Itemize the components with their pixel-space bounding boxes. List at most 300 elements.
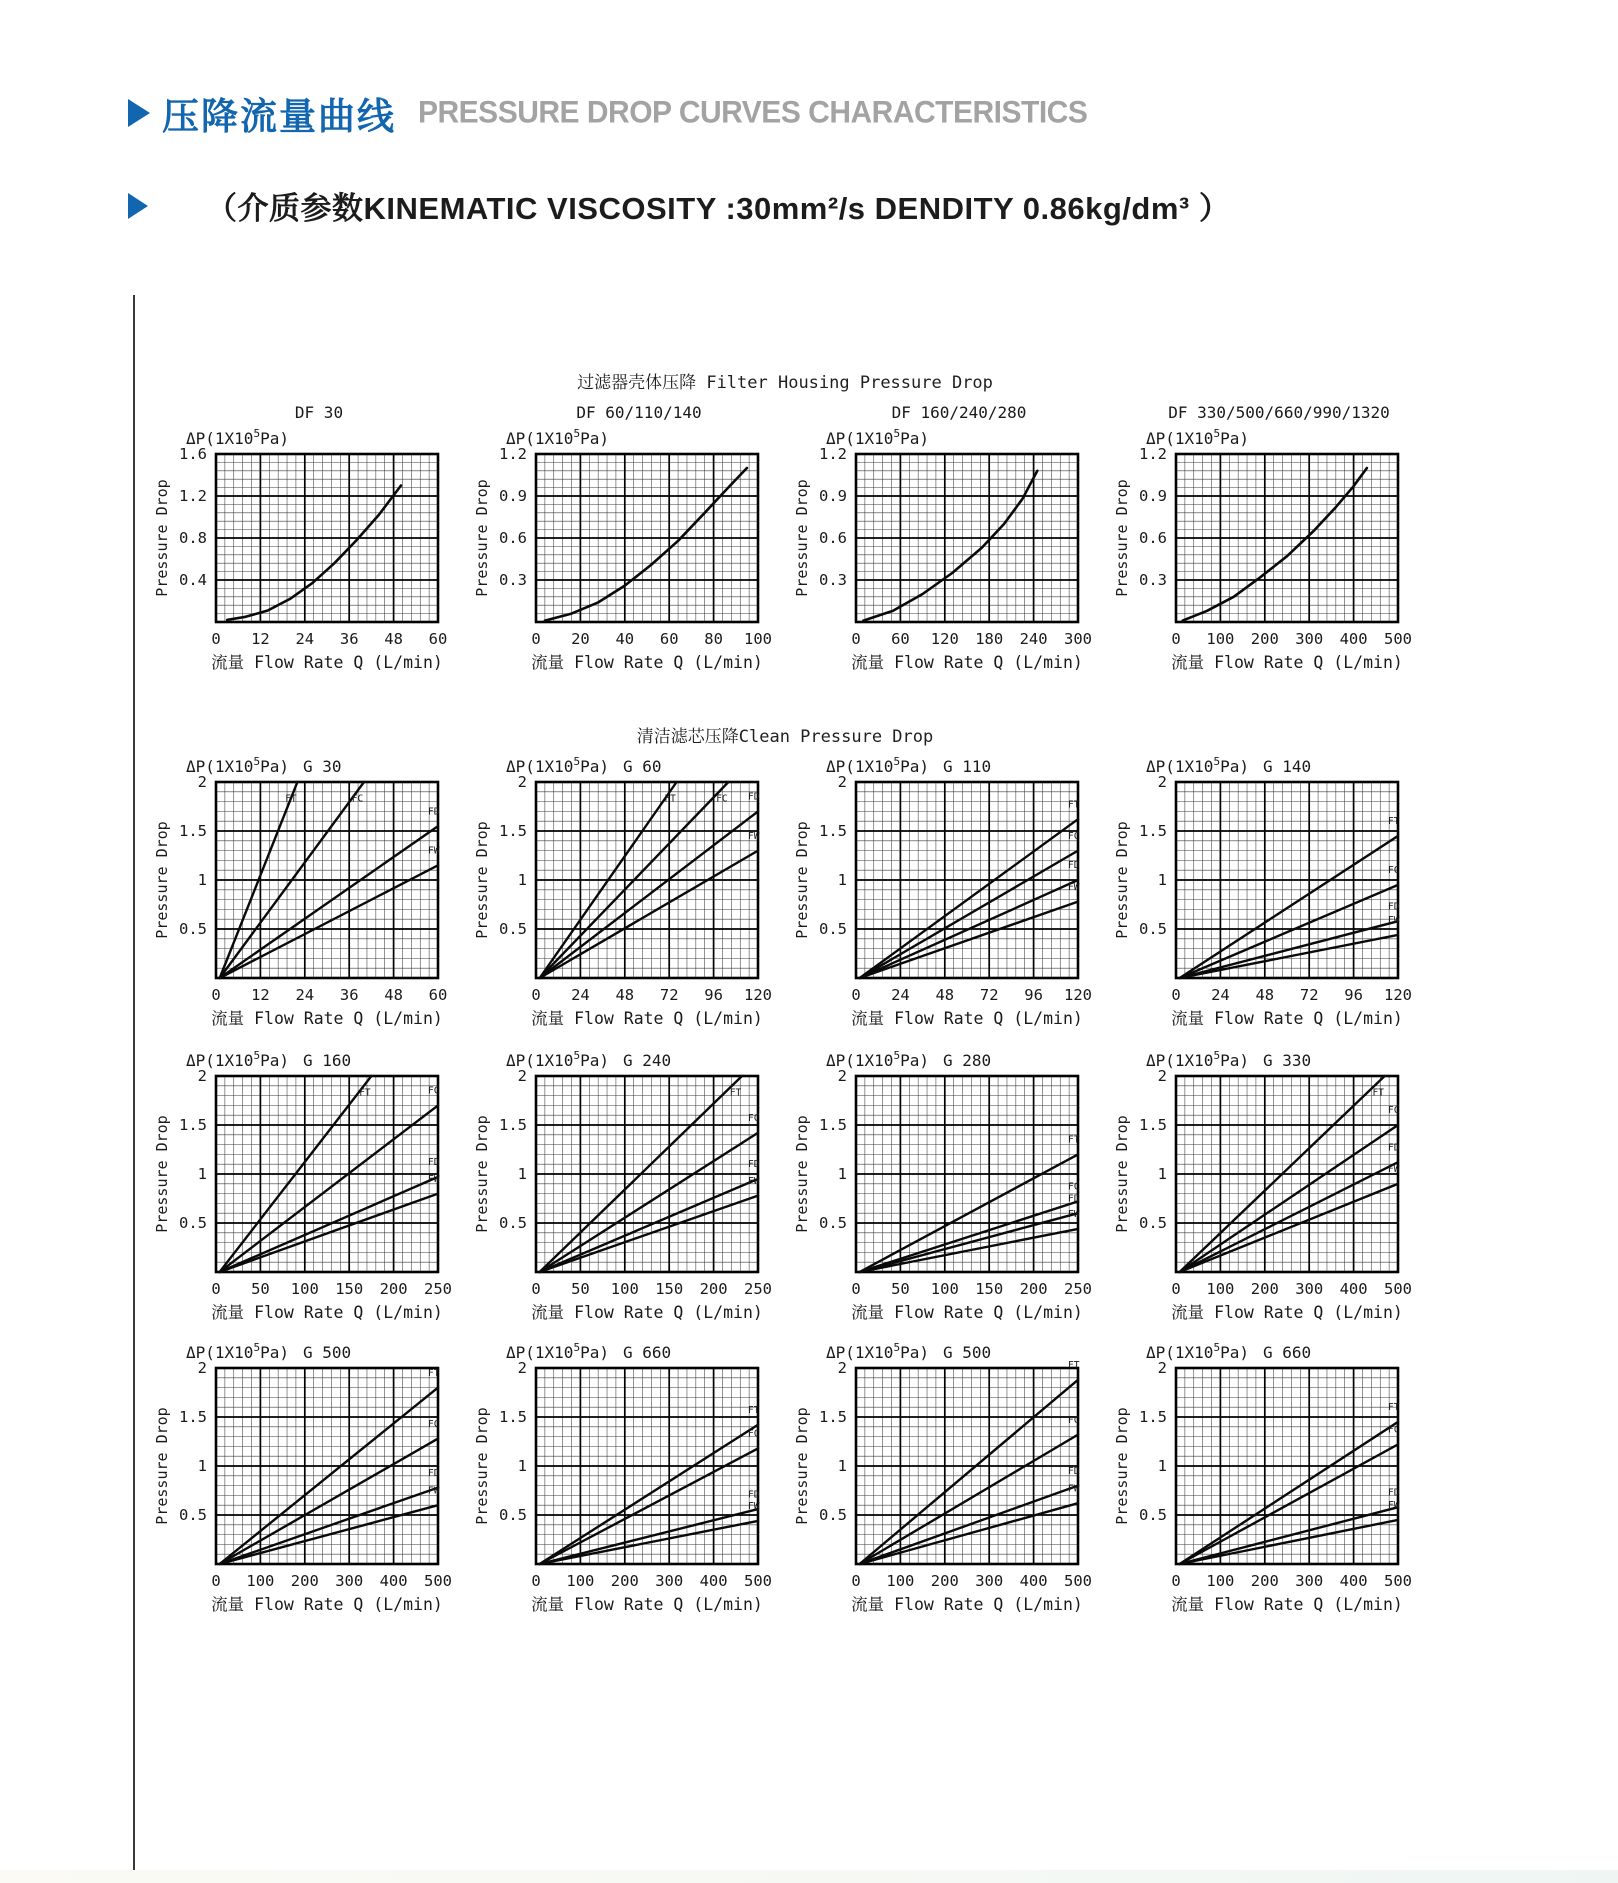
curve-tag-FC: FC: [1388, 1424, 1400, 1436]
x-tick-label: 100: [1206, 1572, 1235, 1590]
y-axis-title: Pressure Drop: [473, 1407, 491, 1525]
x-axis-title: 流量 Flow Rate Q (L/min): [851, 653, 1083, 672]
curve-tag-FT: FT: [1068, 799, 1080, 811]
curve-FT: [860, 819, 1078, 978]
y-tick-label: 1.5: [179, 1116, 207, 1134]
y-tick-label: 1.5: [1139, 822, 1167, 840]
curve-tag-FD: FD: [1068, 1465, 1080, 1477]
y-tick-label: 1: [197, 871, 207, 889]
media-parameters-subtitle: （介质参数KINEMATIC VISCOSITY :30mm²/s DENDITY 0.86kg/dm³ ）: [206, 191, 1231, 226]
curve-tag-FC: FC: [1388, 865, 1400, 877]
chart-g-30: [150, 752, 460, 1052]
y-tick-label: 0.6: [1139, 529, 1167, 547]
curve-tag-FC: FC: [1068, 830, 1080, 842]
curve-tag-FC: FC: [1068, 1414, 1080, 1426]
x-tick-label: 50: [571, 1280, 590, 1298]
x-tick-label: 0: [851, 1572, 861, 1590]
dp-axis-label: $\Delta P(1X10^5Pa)$ G 110: [826, 755, 992, 776]
x-tick-label: 300: [1064, 630, 1092, 648]
x-tick-label: 0: [851, 1280, 861, 1298]
curve-tag-FD: FD: [1068, 1193, 1080, 1205]
curve-tag-FT: FT: [1372, 1087, 1384, 1099]
x-tick-label: 400: [699, 1572, 728, 1590]
x-tick-label: 72: [1299, 986, 1319, 1004]
chart-g-240: [470, 1046, 780, 1346]
curve-tag-FT: FT: [729, 1087, 742, 1099]
x-tick-label: 200: [1250, 630, 1279, 648]
x-tick-label: 20: [571, 630, 590, 648]
curve-flow: [545, 468, 747, 621]
curve-tag-FC: FC: [748, 1428, 760, 1440]
curve-flow: [1183, 468, 1367, 621]
x-tick-label: 100: [246, 1572, 275, 1590]
x-tick-label: 0: [211, 630, 221, 648]
chart-title: DF 160/240/280: [891, 403, 1027, 422]
x-tick-label: 60: [891, 630, 910, 648]
x-tick-label: 24: [571, 986, 590, 1004]
y-tick-label: 2: [197, 1067, 207, 1085]
x-axis-title: 流量 Flow Rate Q (L/min): [851, 1303, 1083, 1322]
y-tick-label: 1: [517, 1457, 527, 1475]
x-tick-label: 0: [531, 986, 541, 1004]
y-tick-label: 0.5: [499, 920, 527, 938]
y-axis-title: Pressure Drop: [793, 1407, 811, 1525]
dp-axis-label: $\Delta P(1X10^5Pa)$ G 500: [186, 1341, 352, 1362]
chart-g-160: [150, 1046, 460, 1346]
x-tick-label: 200: [1250, 1280, 1279, 1298]
y-tick-label: 0.5: [179, 920, 207, 938]
x-tick-label: 300: [335, 1572, 364, 1590]
y-tick-label: 1.5: [179, 1408, 207, 1426]
x-tick-label: 100: [1206, 1280, 1235, 1298]
x-tick-label: 300: [655, 1572, 684, 1590]
chart-g-280: [790, 1046, 1100, 1346]
dp-axis-label: $\Delta P(1X10^5Pa)$ G 240: [506, 1049, 672, 1070]
curve-tag-FT: FT: [1068, 1360, 1080, 1371]
x-tick-label: 12: [251, 986, 270, 1004]
curve-FC: [1180, 1444, 1398, 1564]
curve-tag-FD: FD: [748, 791, 760, 803]
chart-g-140: [1110, 752, 1420, 1052]
section-title-clean: 清洁滤芯压降Clean Pressure Drop: [636, 727, 934, 747]
x-tick-label: 400: [1339, 1572, 1368, 1590]
x-tick-label: 500: [1384, 1280, 1412, 1298]
x-axis-title: 流量 Flow Rate Q (L/min): [531, 653, 763, 672]
x-tick-label: 24: [1211, 986, 1230, 1004]
x-tick-label: 0: [531, 630, 541, 648]
curve-tag-FW: FW: [748, 830, 760, 842]
curve-tag-FD: FD: [428, 1467, 440, 1479]
y-tick-label: 0.5: [1139, 1214, 1167, 1232]
x-tick-label: 100: [290, 1280, 319, 1298]
curve-tag-FW: FW: [748, 1175, 760, 1187]
curve-FW: [540, 1196, 758, 1272]
x-tick-label: 0: [531, 1572, 541, 1590]
y-tick-label: 1.2: [819, 445, 847, 463]
y-axis-title: Pressure Drop: [153, 479, 171, 597]
x-tick-label: 80: [704, 630, 723, 648]
curve-tag-FD: FD: [748, 1159, 760, 1171]
x-tick-label: 500: [1384, 630, 1412, 648]
y-axis-title: Pressure Drop: [153, 1407, 171, 1525]
chart-title: DF 60/110/140: [576, 403, 702, 422]
x-axis-title: 流量 Flow Rate Q (L/min): [1171, 1303, 1403, 1322]
section-title-housing: 过滤器壳体压降 Filter Housing Pressure Drop: [577, 373, 993, 393]
x-tick-label: 250: [744, 1280, 772, 1298]
y-tick-label: 2: [197, 773, 207, 791]
y-axis-title: Pressure Drop: [793, 821, 811, 939]
y-tick-label: 1: [1157, 871, 1167, 889]
y-tick-label: 0.5: [1139, 1506, 1167, 1524]
curve-FC: [1180, 1125, 1398, 1272]
x-tick-label: 120: [930, 630, 959, 648]
curve-flow: [227, 486, 401, 620]
curve-tag-FD: FD: [428, 806, 440, 818]
y-axis-title: Pressure Drop: [153, 821, 171, 939]
chart-g-60: [470, 752, 780, 1052]
x-tick-label: 300: [1295, 630, 1324, 648]
y-tick-label: 1.5: [819, 822, 847, 840]
curve-tag-FW: FW: [1388, 1500, 1400, 1512]
curve-tag-FC: FC: [716, 793, 728, 805]
chart-df-60-110-140: [470, 400, 780, 700]
x-tick-label: 500: [424, 1572, 452, 1590]
x-axis-title: 流量 Flow Rate Q (L/min): [851, 1009, 1083, 1028]
dp-axis-label: $\Delta P(1X10^5Pa)$ G 140: [1146, 755, 1312, 776]
y-tick-label: 1.2: [1139, 445, 1167, 463]
y-tick-label: 0.8: [179, 529, 207, 547]
x-tick-label: 72: [979, 986, 999, 1004]
x-tick-label: 200: [699, 1280, 728, 1298]
y-tick-label: 1: [197, 1165, 207, 1183]
chart-title: DF 330/500/660/990/1320: [1168, 403, 1390, 422]
y-tick-label: 2: [837, 1067, 847, 1085]
x-tick-label: 300: [1295, 1572, 1324, 1590]
y-axis-title: Pressure Drop: [473, 479, 491, 597]
curve-tag-FW: FW: [1068, 881, 1080, 893]
left-rule: [133, 295, 135, 1880]
y-axis-title: Pressure Drop: [473, 1115, 491, 1233]
x-tick-label: 96: [1024, 986, 1043, 1004]
curve-tag-FC: FC: [351, 793, 364, 805]
y-tick-label: 0.9: [499, 487, 527, 505]
x-tick-label: 100: [886, 1572, 915, 1590]
dp-axis-label: $\Delta P(1X10^5Pa)$ G 330: [1146, 1049, 1312, 1070]
curve-tag-FT: FT: [428, 1367, 440, 1379]
x-tick-label: 240: [1019, 630, 1048, 648]
x-tick-label: 500: [744, 1572, 772, 1590]
x-tick-label: 250: [1064, 1280, 1092, 1298]
x-tick-label: 0: [851, 986, 861, 1004]
y-tick-label: 1.2: [179, 487, 207, 505]
x-tick-label: 96: [704, 986, 723, 1004]
chart-g-330: [1110, 1046, 1420, 1346]
chart-df-330-500-660-990-1320: [1110, 400, 1420, 700]
curve-flow: [863, 471, 1037, 621]
chart-df-160-240-280: [790, 400, 1100, 700]
y-tick-label: 0.6: [819, 529, 847, 547]
y-tick-label: 0.6: [499, 529, 527, 547]
y-tick-label: 2: [1157, 773, 1167, 791]
x-tick-label: 150: [975, 1280, 1004, 1298]
y-tick-label: 2: [1157, 1067, 1167, 1085]
y-tick-label: 0.5: [499, 1214, 527, 1232]
y-tick-label: 1: [837, 1457, 847, 1475]
x-axis-title: 流量 Flow Rate Q (L/min): [1171, 1009, 1403, 1028]
y-tick-label: 0.4: [179, 571, 207, 589]
y-tick-label: 1.5: [1139, 1116, 1167, 1134]
page-title-en: PRESSURE DROP CURVES CHARACTERISTICS: [418, 95, 1088, 130]
x-tick-label: 48: [384, 986, 403, 1004]
x-axis-title: 流量 Flow Rate Q (L/min): [1171, 653, 1403, 672]
x-tick-label: 500: [1064, 1572, 1092, 1590]
y-tick-label: 1: [837, 871, 847, 889]
x-tick-label: 400: [379, 1572, 408, 1590]
curve-FD: [540, 811, 758, 978]
x-axis-title: 流量 Flow Rate Q (L/min): [211, 653, 443, 672]
y-tick-label: 1: [517, 871, 527, 889]
curve-tag-FD: FD: [1388, 1142, 1400, 1154]
curve-FW: [540, 851, 758, 978]
dp-axis-label: $\Delta P(1X10^5Pa)$ G 60: [506, 755, 662, 776]
y-tick-label: 2: [197, 1359, 207, 1377]
x-tick-label: 48: [615, 986, 635, 1004]
x-tick-label: 96: [1344, 986, 1363, 1004]
y-tick-label: 1.5: [819, 1116, 847, 1134]
y-tick-label: 0.5: [1139, 920, 1167, 938]
x-tick-label: 0: [1171, 1572, 1181, 1590]
y-tick-label: 1: [517, 1165, 527, 1183]
x-tick-label: 400: [1019, 1572, 1048, 1590]
x-tick-label: 100: [930, 1280, 959, 1298]
x-tick-label: 200: [930, 1572, 959, 1590]
dp-axis-label: $\Delta P(1X10^5Pa)$ G 500: [826, 1341, 992, 1362]
curve-FW: [1180, 1184, 1398, 1272]
curve-tag-FW: FW: [428, 1485, 440, 1497]
curve-tag-FW: FW: [748, 1501, 760, 1513]
x-tick-label: 100: [744, 630, 772, 648]
dp-axis-label: $\Delta P(1X10^5Pa)$ G 160: [186, 1049, 352, 1070]
y-tick-label: 1: [837, 1165, 847, 1183]
curve-tag-FW: FW: [1068, 1209, 1080, 1221]
dp-axis-label: $\Delta P(1X10^5Pa)$: [186, 427, 289, 448]
x-tick-label: 120: [1384, 986, 1412, 1004]
x-tick-label: 50: [891, 1280, 910, 1298]
y-axis-title: Pressure Drop: [1113, 1115, 1131, 1233]
y-tick-label: 2: [837, 1359, 847, 1377]
x-tick-label: 500: [1384, 1572, 1412, 1590]
curve-tag-FD: FD: [1388, 1487, 1400, 1499]
y-tick-label: 1.5: [819, 1408, 847, 1426]
curve-FC: [220, 1439, 438, 1564]
dp-axis-label: $\Delta P(1X10^5Pa)$ G 660: [1146, 1341, 1312, 1362]
curve-tag-FD: FD: [1388, 901, 1400, 913]
y-tick-label: 0.3: [499, 571, 527, 589]
x-tick-label: 0: [851, 630, 861, 648]
dp-axis-label: $\Delta P(1X10^5Pa)$ G 660: [506, 1341, 672, 1362]
chart-g-660: [470, 1338, 780, 1638]
y-tick-label: 0.5: [819, 1506, 847, 1524]
page-title-cn: 压降流量曲线: [162, 96, 396, 137]
y-tick-label: 1.5: [499, 822, 527, 840]
y-tick-label: 0.9: [1139, 487, 1167, 505]
y-tick-label: 1.5: [1139, 1408, 1167, 1426]
y-tick-label: 0.5: [179, 1214, 207, 1232]
y-tick-label: 1.5: [499, 1116, 527, 1134]
x-tick-label: 48: [1255, 986, 1275, 1004]
x-tick-label: 0: [211, 986, 221, 1004]
y-tick-label: 0.5: [819, 1214, 847, 1232]
curve-tag-FW: FW: [428, 845, 440, 857]
media-parameters-line: [128, 183, 1230, 228]
x-tick-label: 0: [1171, 630, 1181, 648]
dp-axis-label: $\Delta P(1X10^5Pa)$: [506, 427, 609, 448]
x-axis-title: 流量 Flow Rate Q (L/min): [851, 1595, 1083, 1614]
curve-tag-FC: FC: [428, 1085, 440, 1097]
chart-g-500: [150, 1338, 460, 1638]
y-axis-title: Pressure Drop: [153, 1115, 171, 1233]
curve-FC: [1180, 885, 1398, 978]
x-tick-label: 400: [1339, 630, 1368, 648]
x-tick-label: 200: [1250, 1572, 1279, 1590]
y-tick-label: 1: [1157, 1165, 1167, 1183]
chart-title: DF 30: [294, 403, 344, 422]
x-tick-label: 36: [339, 986, 359, 1004]
y-axis-title: Pressure Drop: [1113, 479, 1131, 597]
chart-g-110: [790, 752, 1100, 1052]
x-axis-title: 流量 Flow Rate Q (L/min): [531, 1595, 763, 1614]
y-tick-label: 2: [517, 1359, 527, 1377]
bullet-arrow-icon: [128, 99, 150, 127]
curve-FW: [860, 1503, 1078, 1564]
x-tick-label: 0: [211, 1572, 221, 1590]
chart-g-660-b: [1110, 1338, 1420, 1638]
y-axis-title: Pressure Drop: [793, 479, 811, 597]
page-header: [128, 86, 1087, 140]
x-axis-title: 流量 Flow Rate Q (L/min): [211, 1595, 443, 1614]
curve-FD: [1180, 1162, 1398, 1272]
y-axis-title: Pressure Drop: [473, 821, 491, 939]
y-tick-label: 0.3: [1139, 571, 1167, 589]
y-axis-title: Pressure Drop: [1113, 1407, 1131, 1525]
y-tick-label: 1.2: [499, 445, 527, 463]
y-tick-label: 1: [197, 1457, 207, 1475]
y-tick-label: 0.5: [499, 1506, 527, 1524]
dp-axis-label: $\Delta P(1X10^5Pa)$ G 280: [826, 1049, 992, 1070]
y-tick-label: 0.5: [179, 1506, 207, 1524]
curve-tag-FT: FT: [1388, 816, 1400, 828]
x-tick-label: 40: [615, 630, 635, 648]
y-tick-label: 0.5: [819, 920, 847, 938]
curve-tag-FT: FT: [1068, 1134, 1080, 1146]
x-axis-title: 流量 Flow Rate Q (L/min): [211, 1303, 443, 1322]
curve-FD: [540, 1179, 758, 1272]
x-tick-label: 0: [211, 1280, 221, 1298]
x-axis-title: 流量 Flow Rate Q (L/min): [211, 1009, 443, 1028]
curve-tag-FC: FC: [1068, 1181, 1080, 1193]
x-tick-label: 250: [424, 1280, 452, 1298]
x-axis-title: 流量 Flow Rate Q (L/min): [531, 1303, 763, 1322]
x-tick-label: 48: [935, 986, 955, 1004]
x-tick-label: 0: [1171, 986, 1181, 1004]
curve-tag-FC: FC: [428, 1418, 440, 1430]
x-tick-label: 0: [531, 1280, 541, 1298]
x-axis-title: 流量 Flow Rate Q (L/min): [1171, 1595, 1403, 1614]
curve-tag-FD: FD: [748, 1489, 760, 1501]
y-tick-label: 2: [837, 773, 847, 791]
curve-FD: [540, 1509, 758, 1564]
y-tick-label: 1.6: [179, 445, 207, 463]
x-tick-label: 24: [891, 986, 910, 1004]
curve-FC: [540, 1133, 758, 1272]
curve-FD: [220, 1177, 438, 1272]
chart-g-500-b: [790, 1338, 1100, 1638]
curve-tag-FC: FC: [748, 1113, 760, 1125]
x-tick-label: 120: [744, 986, 772, 1004]
x-tick-label: 48: [384, 630, 403, 648]
y-tick-label: 2: [517, 773, 527, 791]
x-tick-label: 100: [566, 1572, 595, 1590]
curve-tag-FT: FT: [1388, 1402, 1400, 1414]
curve-tag-FW: FW: [1388, 1164, 1400, 1176]
y-axis-title: Pressure Drop: [793, 1115, 811, 1233]
y-tick-label: 1: [1157, 1457, 1167, 1475]
bullet-arrow-icon: [128, 193, 148, 219]
x-tick-label: 200: [610, 1572, 639, 1590]
x-tick-label: 120: [1064, 986, 1092, 1004]
x-tick-label: 60: [659, 630, 679, 648]
x-tick-label: 150: [335, 1280, 364, 1298]
curve-tag-FT: FT: [748, 1405, 760, 1417]
curve-FW: [860, 1229, 1078, 1272]
dp-axis-label: $\Delta P(1X10^5Pa)$ G 30: [186, 755, 342, 776]
chart-df-30: [150, 400, 460, 700]
curve-tag-FC: FC: [1388, 1105, 1400, 1117]
x-tick-label: 200: [379, 1280, 408, 1298]
curve-FD: [220, 1488, 438, 1564]
x-tick-label: 180: [975, 630, 1004, 648]
x-tick-label: 150: [655, 1280, 684, 1298]
x-tick-label: 100: [1206, 630, 1235, 648]
y-tick-label: 2: [517, 1067, 527, 1085]
x-tick-label: 24: [295, 630, 315, 648]
y-tick-label: 0.3: [819, 571, 847, 589]
curve-tag-FT: FT: [664, 793, 676, 805]
x-tick-label: 400: [1339, 1280, 1368, 1298]
x-tick-label: 12: [251, 630, 270, 648]
x-tick-label: 72: [659, 986, 679, 1004]
x-axis-title: 流量 Flow Rate Q (L/min): [531, 1009, 763, 1028]
curve-FD: [220, 826, 438, 978]
x-tick-label: 24: [295, 986, 315, 1004]
footer-bar: [0, 1870, 1618, 1883]
y-tick-label: 0.9: [819, 487, 847, 505]
x-tick-label: 60: [428, 986, 448, 1004]
curve-tag-FT: FT: [285, 793, 297, 805]
curve-tag-FW: FW: [1068, 1483, 1080, 1495]
curve-tag-FD: FD: [1068, 860, 1080, 872]
y-tick-label: 1.5: [499, 1408, 527, 1426]
x-tick-label: 300: [1295, 1280, 1324, 1298]
x-tick-label: 50: [251, 1280, 270, 1298]
curve-tag-FD: FD: [428, 1157, 440, 1169]
curve-tag-FW: FW: [1388, 915, 1400, 927]
y-tick-label: 1.5: [179, 822, 207, 840]
y-axis-title: Pressure Drop: [1113, 821, 1131, 939]
x-tick-label: 200: [1019, 1280, 1048, 1298]
y-tick-label: 2: [1157, 1359, 1167, 1377]
x-tick-label: 36: [339, 630, 359, 648]
